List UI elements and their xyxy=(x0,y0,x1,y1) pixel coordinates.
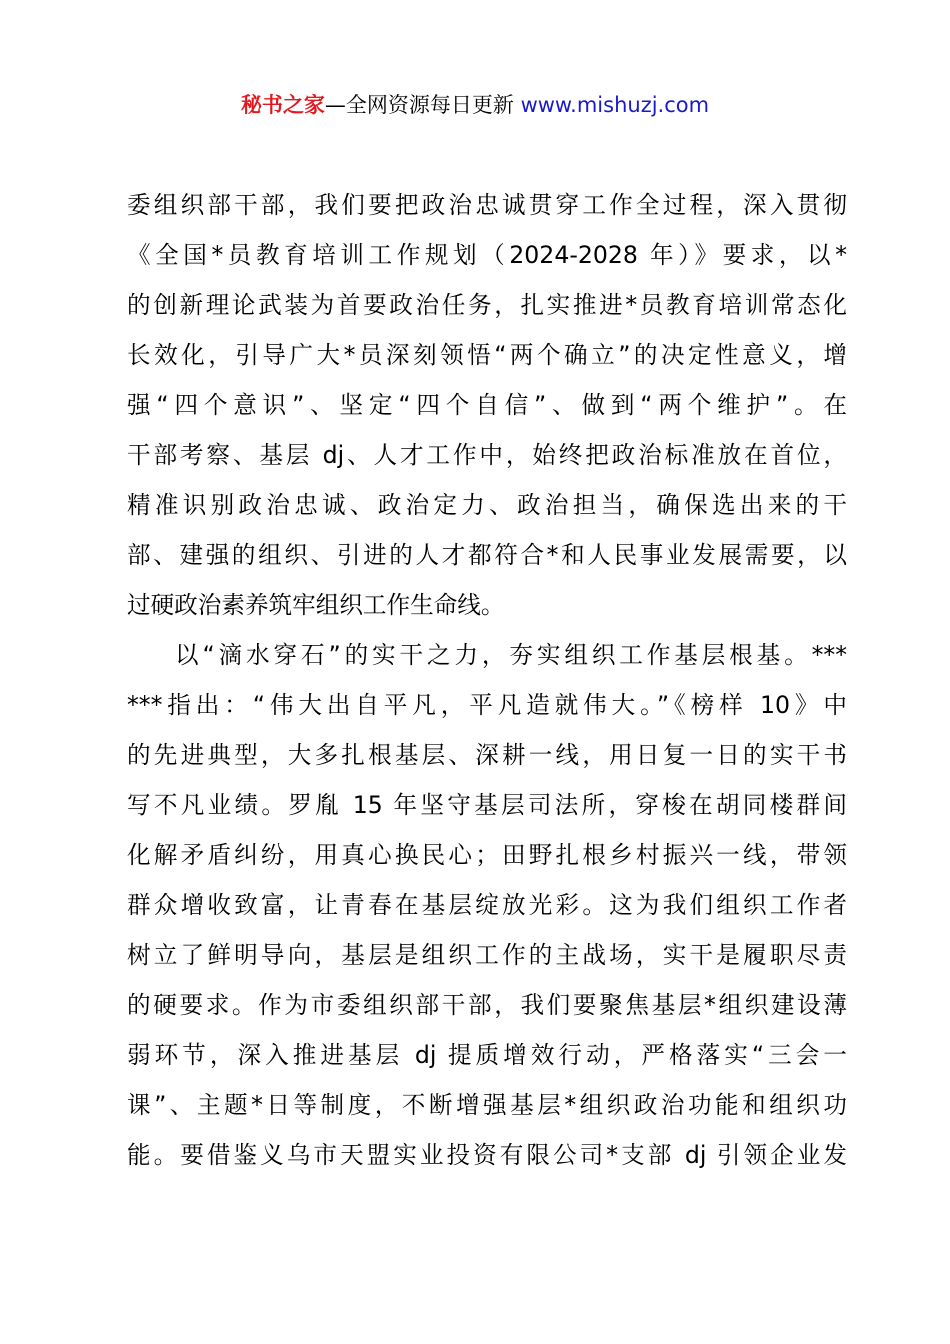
text-line: 化解矛盾纠纷，用真心换民心；田野扎根乡村振兴一线，带领 xyxy=(127,841,847,869)
text-line: 《全国*员教育培训工作规划（2024-2028 年）》要求，以* xyxy=(127,241,847,269)
text-line: 的先进典型，大多扎根基层、深耕一线，用日复一日的实干书 xyxy=(127,741,847,769)
text-line: ***指出：“伟大出自平凡，平凡造就伟大。”《榜样 10》中 xyxy=(127,691,847,719)
paragraph-1 xyxy=(127,180,847,630)
text-line: 干部考察、基层 dj、人才工作中，始终把政治标准放在首位， xyxy=(127,441,847,469)
document-body xyxy=(127,180,847,1180)
text-line: 部、建强的组织、引进的人才都符合*和人民事业发展需要，以 xyxy=(127,541,847,569)
text-line: 能。要借鉴义乌市天盟实业投资有限公司*支部 dj 引领企业发 xyxy=(127,1141,847,1169)
text-line: 精准识别政治忠诚、政治定力、政治担当，确保选出来的干 xyxy=(127,491,847,519)
brand-name: 秘书之家 xyxy=(240,93,325,117)
site-url-link[interactable]: www.mishuzj.com xyxy=(520,93,710,117)
text-line: 弱环节，深入推进基层 dj 提质增效行动，严格落实“三会一 xyxy=(127,1041,847,1069)
text-line: 的硬要求。作为市委组织部干部，我们要聚焦基层*组织建设薄 xyxy=(127,991,847,1019)
text-line: 的创新理论武装为首要政治任务，扎实推进*员教育培训常态化 xyxy=(127,291,847,319)
text-line: 写不凡业绩。罗胤 15 年坚守基层司法所，穿梭在胡同楼群间 xyxy=(127,791,847,819)
text-line: 委组织部干部，我们要把政治忠诚贯穿工作全过程，深入贯彻 xyxy=(127,191,847,219)
text-line: 过硬政治素养筑牢组织工作生命线。 xyxy=(127,591,505,619)
site-header xyxy=(0,88,950,122)
header-tagline: —全网资源每日更新 xyxy=(324,93,521,117)
text-line: 长效化，引导广大*员深刻领悟“两个确立”的决定性意义，增 xyxy=(127,341,847,369)
paragraph-2 xyxy=(127,630,847,1180)
text-line: 树立了鲜明导向，基层是组织工作的主战场，实干是履职尽责 xyxy=(127,941,847,969)
text-line: 群众增收致富，让青春在基层绽放光彩。这为我们组织工作者 xyxy=(127,891,847,919)
text-line: 强“四个意识”、坚定“四个自信”、做到“两个维护”。在 xyxy=(127,391,847,419)
text-line: 以“滴水穿石”的实干之力，夯实组织工作基层根基。*** xyxy=(175,641,847,669)
text-line: 课”、主题*日等制度，不断增强基层*组织政治功能和组织功 xyxy=(127,1091,847,1119)
